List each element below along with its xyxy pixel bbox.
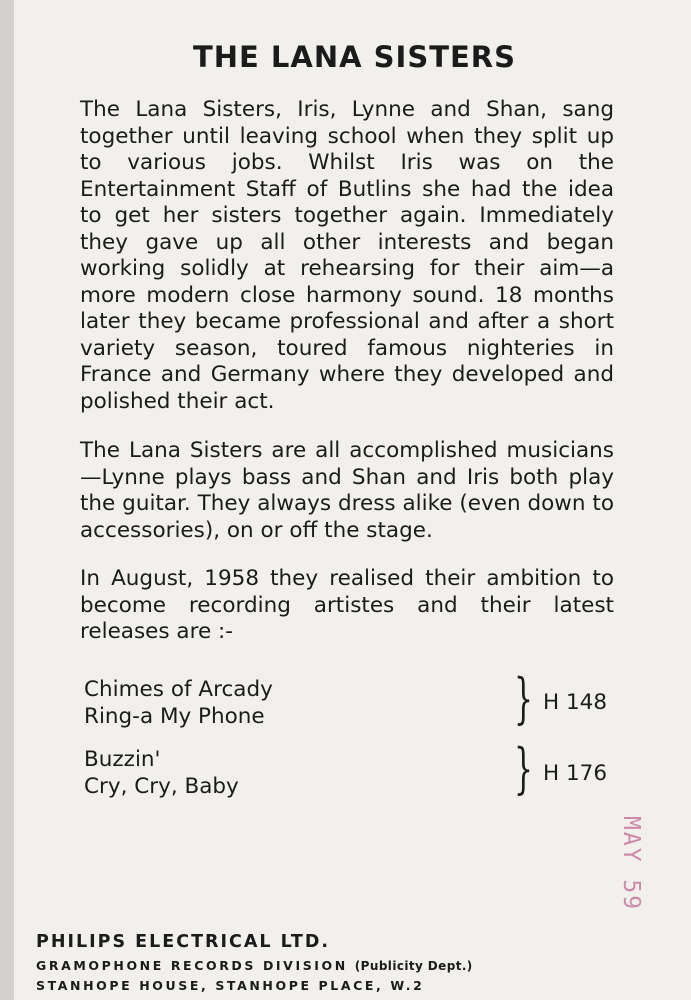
- catalogue-number: H 148: [543, 690, 608, 715]
- paragraph-biography: The Lana Sisters, Iris, Lynne and Shan, sang together until leaving school when they split up to various jobs. Whilst Iris was on the Entertainment Staff of Butlins she had the idea to get her sisters together again. Immediately they gave up all other interests and began working solidly at rehearsing for their aim—a more modern close harmony sound. 18 months later they became professional and after a short variety season, toured famous nighteries in France and Germany where they developed and polished their act.: [80, 97, 614, 414]
- brace-icon: }: [514, 737, 533, 800]
- company-name: PHILIPS ELECTRICAL LTD.: [36, 932, 330, 952]
- release-title: Chimes of Arcady: [84, 677, 273, 702]
- paragraph-musicians: The Lana Sisters are all accomplished musicians—Lynne plays bass and Shan and Iris both play the guitar. They always dress alike (even down to accessories), on or off the stage.: [80, 438, 614, 543]
- card-title: THE LANA SISTERS: [192, 40, 517, 74]
- division-name: GRAMOPHONE RECORDS DIVISION: [36, 958, 348, 973]
- address-line: STANHOPE HOUSE, STANHOPE PLACE, W.2: [36, 978, 425, 993]
- release-title: Buzzin': [84, 747, 161, 772]
- catalogue-number: H 176: [543, 761, 608, 786]
- date-stamp: MAY 59: [618, 816, 644, 912]
- release-group: [84, 677, 273, 730]
- brace-icon: }: [514, 667, 533, 730]
- paragraph-releases-intro: In August, 1958 they realised their ambition to become recording artistes and their latest releases are :-: [80, 566, 614, 644]
- release-title: Cry, Cry, Baby: [84, 773, 239, 799]
- department-name: (Publicity Dept.): [354, 959, 473, 973]
- division-line: [36, 958, 473, 973]
- release-group: [84, 747, 239, 800]
- release-title: Ring-a My Phone: [84, 703, 265, 729]
